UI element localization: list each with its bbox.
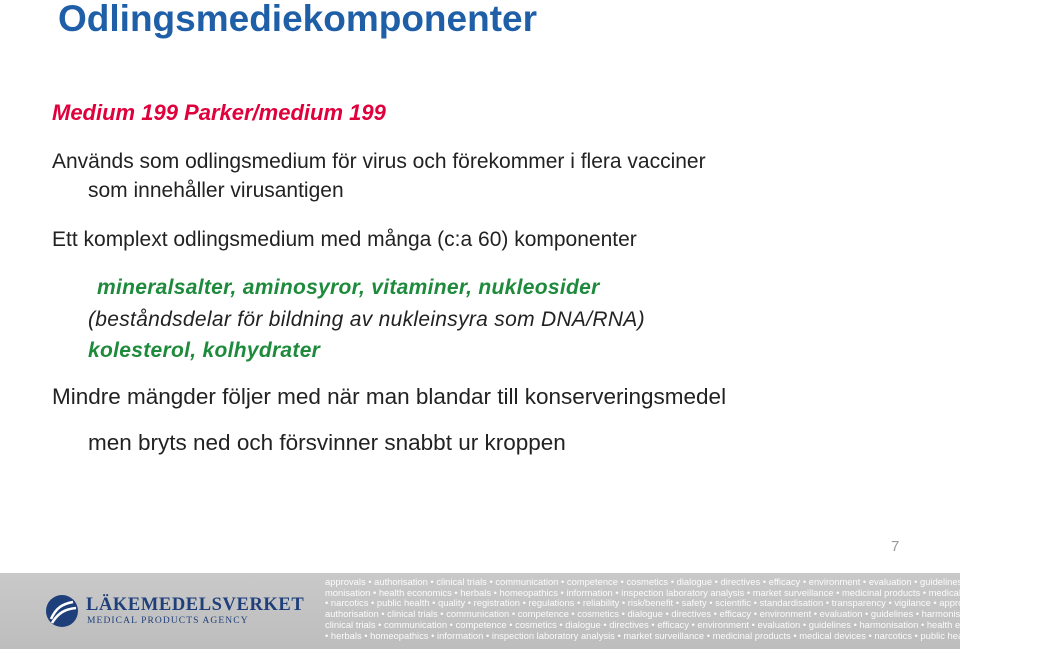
page-number: 7 bbox=[891, 538, 900, 555]
agency-name: LÄKEMEDELSVERKET bbox=[86, 595, 305, 615]
body-line-2: som innehåller virusantigen bbox=[88, 179, 344, 202]
body-line-4: Mindre mängder följer med när man blandar till konserveringsmedel bbox=[52, 384, 727, 409]
wordcloud-line: clinical trials • communication • competence • cosmetics • dialogue • directives • efficacy • environment • evaluation • guidelines • harmonisation • health economics bbox=[325, 618, 1000, 630]
slide-title: Odlingsmediekomponenter bbox=[58, 0, 538, 39]
wordcloud-line: monisation • health economics • herbals • homeopathics • information • inspection laboratory analysis • market surveillance • medicinal products • medical devices bbox=[325, 586, 996, 598]
body-line-3: Ett komplext odlingsmedium med många (c:a 60) komponenter bbox=[52, 228, 637, 251]
component-list-2: kolesterol, kolhydrater bbox=[88, 339, 321, 362]
body-line-1: Används som odlingsmedium för virus och förekommer i flera vacciner bbox=[52, 150, 706, 173]
slide-subtitle: Medium 199 Parker/medium 199 bbox=[52, 100, 386, 125]
agency-logo-icon bbox=[45, 594, 79, 628]
wordcloud-line: authorisation • clinical trials • communication • competence • cosmetics • dialogue • directives • efficacy • environment • evaluation • guidelines • harmonisation • health economics bbox=[325, 608, 1062, 620]
footer-wordcloud bbox=[325, 576, 1062, 641]
component-list-1: mineralsalter, aminosyror, vitaminer, nukleosider bbox=[97, 276, 600, 299]
agency-subtitle: MEDICAL PRODUCTS AGENCY bbox=[87, 616, 249, 626]
component-note: (beståndsdelar för bildning av nukleinsyra som DNA/RNA) bbox=[88, 308, 645, 331]
wordcloud-line: • narcotics • public health • quality • registration • regulations • reliability • risk/benefit • safety • scientific • standardisation • transparency • vigilance • approvals • bbox=[325, 597, 986, 609]
wordcloud-line: • herbals • homeopathics • information • inspection laboratory analysis • market surveillance • medicinal products • medical devices • narcotics • public health bbox=[325, 629, 974, 641]
wordcloud-line: approvals • authorisation • clinical trials • communication • competence • cosmetics • dialogue • directives • efficacy • environment • evaluation • guidelines • har bbox=[325, 576, 985, 587]
body-line-5: men bryts ned och försvinner snabbt ur kroppen bbox=[88, 430, 566, 455]
footer-band bbox=[0, 573, 1062, 649]
